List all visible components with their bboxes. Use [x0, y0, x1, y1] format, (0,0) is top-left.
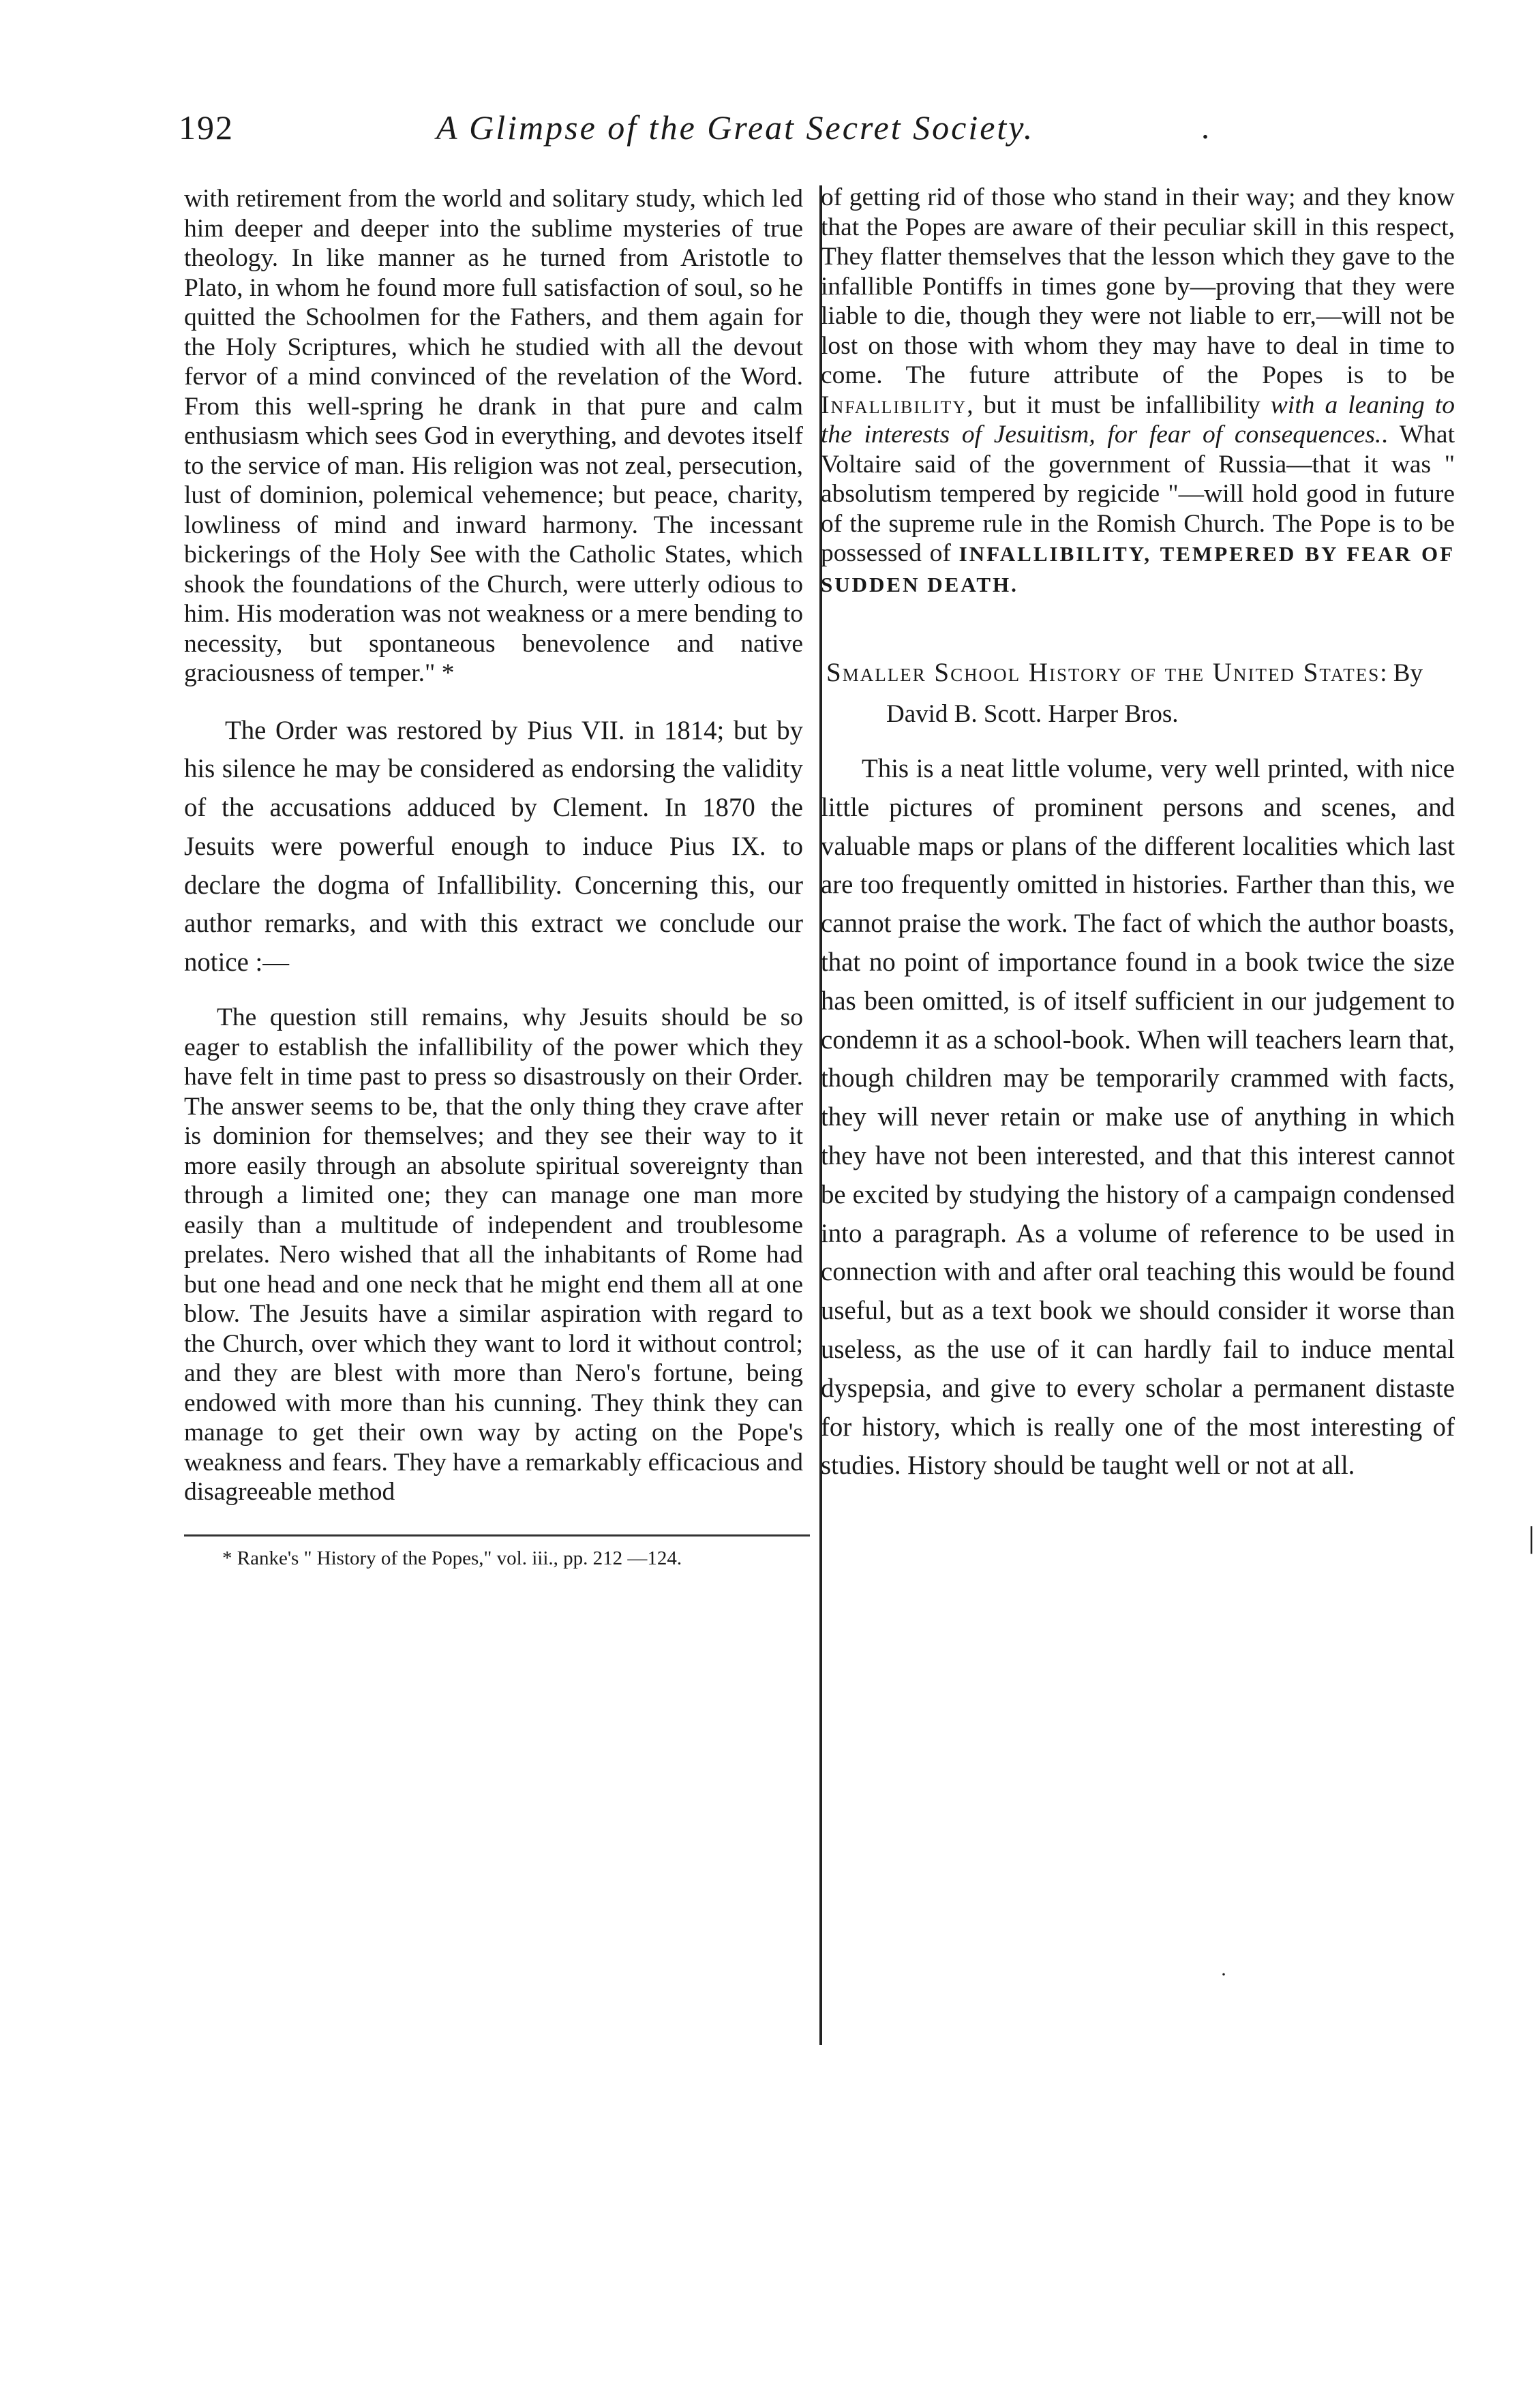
footnote: * Ranke's " History of the Popes," vol. iii., pp. 212 —124. — [222, 1547, 682, 1569]
header-dot: . — [1201, 110, 1209, 146]
review-body: This is a neat little volume, very well printed, with nice little pictures of prominent persons and scenes, and valuable maps or plans of the different localities which last are too frequently omitted in histories. Farther than this, we cannot praise the work. The fact of which the author boasts, that no point of importance found in a book twice the size has been omitted, is of itself sufficient in our judgement to condemn it as a school-book. When will teachers learn that, though children may be temporarily crammed with facts, they will never retain or make use of anything in which they have not been interested, and that this interest cannot be excited by studying the history of a campaign condensed into a paragraph. As a volume of reference to be used in connection with and after oral teaching this would be found useful, but as a text book we should consider it worse than useless, as the use of it can hardly fail to induce mental dyspepsia, and give to every scholar a permanent distaste for history, which is really one of the most interesting of studies. History should be taught well or not at all. — [821, 754, 1455, 1481]
right-column — [821, 183, 1455, 1485]
review-title: Smaller School History of the United States — [826, 658, 1380, 687]
margin-mark-dot: · — [1220, 1963, 1227, 1986]
footnote-rule — [184, 1534, 810, 1536]
caps-ending: INFALLIBILITY, TEMPERED BY FEAR OF SUDDEN DEATH. — [821, 542, 1455, 596]
review-title-rest: : By David B. Scott. Harper Bros. — [886, 659, 1423, 728]
review-heading — [821, 652, 1455, 735]
quote-continuation-right — [821, 183, 1455, 599]
margin-mark: | — [1528, 1521, 1535, 1554]
quote-text-mid: , but it must be infallibility — [967, 391, 1271, 419]
block-quote: The question still remains, why Jesuits should be so eager to establish the infallibility of the power which they have felt in time past to press so disastrously on their Order. The answer seems to be, that the only thing they crave after is dominion for themselves; and they see their way to it more easily through an absolute spiritual sovereignty than through a limited one; they can manage one man more easily than a multitude of independent and troublesome prelates. Nero wished that all the inhabitants of Rome had but one head and one neck that he might end them all at one blow. The Jesuits have a similar aspiration with regard to the Church, over which they want to lord it without control; and they are blest with more than Nero's fortune, being endowed with more than his cunning. They think they can manage to get their own way by acting on the Pope's weakness and fears. They have a remarkably efficacious and disagreeable method — [184, 1003, 803, 1507]
infallibility-small-caps: Infallibility — [821, 391, 967, 419]
page-number: 192 — [179, 108, 234, 147]
running-title: A Glimpse of the Great Secret Society. — [436, 108, 1035, 147]
quote-text-start: of getting rid of those who stand in their way; and they know that the Popes are aware of their peculiar skill in this respect, They flatter themselves that the lesson which they gave to the infallible Pontiffs in times gone by—proving that they were liable to die, though they were not liable to err,—will not be lost on those with whom they may have to deal in time to come. The future attribute of the Popes is to be — [821, 183, 1455, 389]
body-paragraph: The Order was restored by Pius VII. in 1814; but by his silence he may be considered as endorsing the validity of the accusations adduced by Clement. In 1870 the Jesuits were powerful enough to induce Pius IX. to declare the dogma of Infallibility. Concerning this, our author remarks, and with this extract we conclude our notice :— — [184, 715, 803, 978]
quote-continuation: with retirement from the world and solitary study, which led him deeper and deeper into the sublime mysteries of true theology. In like manner as he turned from Aristotle to Plato, in whom he found more full satisfaction of soul, so he quitted the Schoolmen for the Fathers, and them again for the Holy Scriptures, which he studied with all the devout fervor of a mind convinced of the revelation of the Word. From this well-spring he drank in that pure and calm enthusiasm which sees God in everything, and devotes itself to the service of man. His religion was not zeal, persecution, lust of dominion, polemical vehemence; but peace, charity, lowliness of mind and inward harmony. The incessant bickerings of the Holy See with the Catholic States, which shook the foundations of the Church, were utterly odious to him. His moderation was not weakness or a mere bending to necessity, but spontaneous benevolence and native graciousness of temper." * — [184, 185, 803, 687]
italic-phrase: with a leaning to the interests of Jesuitism, for fear of consequences. — [821, 391, 1455, 449]
quote-text-end: . What Voltaire said of the government of Russia—that it was " absolutism tempered by regicide "—will hold good in future of the supreme rule in the Romish Church. The Pope is to be possessed of — [821, 421, 1455, 567]
left-column — [184, 184, 803, 1571]
